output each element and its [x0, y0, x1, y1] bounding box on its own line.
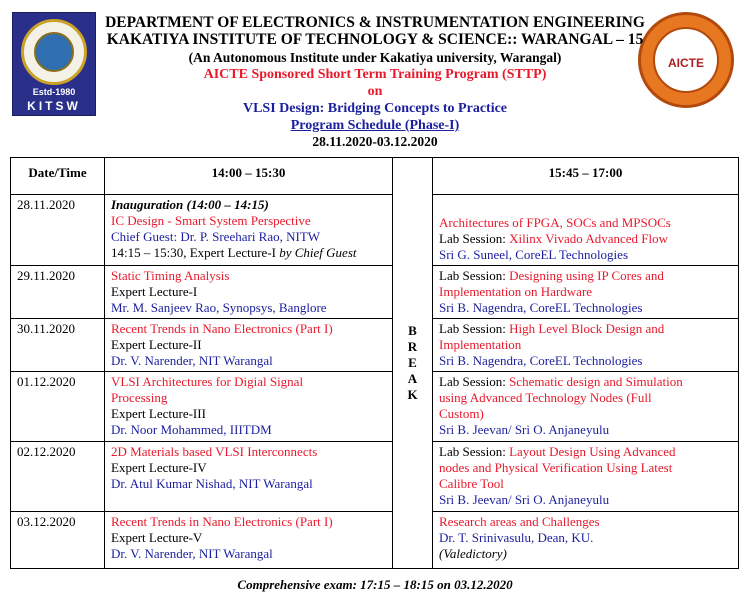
lab-topic: Layout Design Using Advanced — [509, 444, 676, 459]
header-session2: 15:45 – 17:00 — [433, 158, 739, 195]
row-date: 28.11.2020 — [11, 195, 105, 266]
time-line-text: 14:15 – 15:30, Expert Lecture-I — [111, 245, 280, 260]
lab-topic: Schematic design and Simulation — [509, 374, 683, 389]
kitsw-estd: Estd-1980 — [32, 87, 76, 97]
break-column — [393, 158, 433, 569]
table-header-row — [11, 158, 739, 195]
session-time-line — [111, 245, 386, 261]
comprehensive-exam-note: Comprehensive exam: 17:15 – 18:15 on 03.12.2020 — [237, 577, 513, 592]
session-topic: 2D Materials based VLSI Interconnects — [111, 444, 318, 459]
lab-topic-cont: nodes and Physical Verification Using Latest — [439, 460, 673, 475]
row-date: 29.11.2020 — [11, 266, 105, 319]
session-topic-cont: Processing — [111, 390, 168, 405]
aicte-logo — [638, 12, 734, 108]
time-line-italic: by Chief Guest — [279, 245, 357, 260]
lab-topic-cont: using Advanced Technology Nodes (Full — [439, 390, 652, 405]
table-row — [11, 195, 739, 266]
session-topic: VLSI Architectures for Digial Signal — [111, 374, 304, 389]
schedule-table — [10, 157, 739, 569]
session1-cell — [105, 512, 393, 569]
table-row — [11, 319, 739, 372]
lab-label: Lab Session: — [439, 374, 510, 389]
lab-label: Lab Session: — [439, 268, 510, 283]
break-letter: E — [408, 355, 417, 370]
header-session1: 14:00 – 15:30 — [105, 158, 393, 195]
session-speaker: Dr. Noor Mohammed, IIITDM — [111, 422, 272, 437]
lab-session-line — [439, 268, 732, 284]
lab-session-line — [439, 444, 732, 460]
table-row — [11, 442, 739, 512]
lab-topic: Xilinx Vivado Advanced Flow — [509, 231, 669, 246]
inauguration-label: Inauguration (14:00 – 14:15) — [111, 197, 269, 212]
lab-session-line — [439, 374, 732, 390]
row-date: 02.12.2020 — [11, 442, 105, 512]
session1-cell — [105, 195, 393, 266]
session-speaker: Dr. Atul Kumar Nishad, NIT Warangal — [111, 476, 313, 491]
session2-cell — [433, 512, 739, 569]
session-topic: Architectures of FPGA, SOCs and MPSOCs — [439, 215, 671, 230]
lecture-label: Expert Lecture-V — [111, 530, 203, 545]
lab-topic-cont: Implementation on Hardware — [439, 284, 593, 299]
session-topic: Research areas and Challenges — [439, 514, 600, 529]
program-topic: VLSI Design: Bridging Concepts to Practice — [242, 101, 508, 116]
session-speaker: Sri G. Suneel, CoreEL Technologies — [439, 247, 629, 262]
lab-session-line — [439, 231, 732, 247]
table-row — [11, 266, 739, 319]
program-title: AICTE Sponsored Short Term Training Program (STTP) — [203, 67, 547, 82]
lab-topic-cont: Calibre Tool — [439, 476, 504, 491]
lab-topic-cont: Custom) — [439, 406, 484, 421]
chief-guest-line — [111, 229, 386, 245]
session-speaker: Dr. V. Narender, NIT Warangal — [111, 353, 273, 368]
break-letter: A — [407, 371, 418, 386]
session-speaker: Sri B. Nagendra, CoreEL Technologies — [439, 300, 643, 315]
lab-topic-cont: Implementation — [439, 337, 522, 352]
session1-cell — [105, 442, 393, 512]
row-date: 03.12.2020 — [11, 512, 105, 569]
chief-guest-label: Chief Guest: — [111, 229, 181, 244]
session-topic: Recent Trends in Nano Electronics (Part I) — [111, 321, 333, 336]
lab-session-line — [439, 321, 732, 337]
break-letter: K — [407, 387, 418, 402]
department-title: DEPARTMENT OF ELECTRONICS & INSTRUMENTATION ENGINEERING — [105, 14, 645, 31]
row-date: 01.12.2020 — [11, 372, 105, 442]
kitsw-seal-icon — [21, 19, 87, 85]
session-speaker: Dr. T. Srinivasulu, Dean, KU. — [439, 530, 594, 545]
session-speaker: Dr. V. Narender, NIT Warangal — [111, 546, 273, 561]
table-row — [11, 372, 739, 442]
kitsw-name: KITSW — [27, 99, 81, 113]
program-on: on — [367, 84, 383, 99]
aicte-word: AICTE — [668, 56, 704, 70]
lecture-label: Expert Lecture-III — [111, 406, 206, 421]
session2-cell — [433, 266, 739, 319]
break-letter: R — [407, 339, 418, 354]
lab-topic: High Level Block Design and — [509, 321, 665, 336]
row-date: 30.11.2020 — [11, 319, 105, 372]
session2-cell — [433, 442, 739, 512]
session2-cell — [433, 195, 739, 266]
session-speaker: Sri B. Jeevan/ Sri O. Anjaneyulu — [439, 422, 610, 437]
session-speaker: Sri B. Jeevan/ Sri O. Anjaneyulu — [439, 492, 610, 507]
session2-cell — [433, 372, 739, 442]
aicte-gear-icon — [653, 27, 719, 93]
lecture-label: Expert Lecture-I — [111, 284, 198, 299]
session1-cell — [105, 372, 393, 442]
session-speaker: Mr. M. Sanjeev Rao, Synopsys, Banglore — [111, 300, 327, 315]
lab-label: Lab Session: — [439, 321, 510, 336]
institute-subtitle: (An Autonomous Institute under Kakatiya university, Warangal) — [188, 50, 562, 65]
session2-cell — [433, 319, 739, 372]
session-topic: IC Design - Smart System Perspective — [111, 213, 311, 228]
chief-guest-name: Dr. P. Sreehari Rao, NITW — [180, 229, 321, 244]
break-letter: B — [408, 323, 417, 338]
session-topic: Recent Trends in Nano Electronics (Part I) — [111, 514, 333, 529]
table-row — [11, 512, 739, 569]
lab-label: Lab Session: — [439, 444, 510, 459]
kitsw-logo — [12, 12, 96, 116]
session-topic: Static Timing Analysis — [111, 268, 230, 283]
session-speaker: Sri B. Nagendra, CoreEL Technologies — [439, 353, 643, 368]
session1-cell — [105, 266, 393, 319]
valedictory-note: (Valedictory) — [439, 546, 507, 561]
lab-topic: Designing using IP Cores and — [509, 268, 664, 283]
schedule-heading: Program Schedule (Phase-I) — [290, 118, 460, 133]
lab-label: Lab Session: — [439, 231, 510, 246]
session1-cell — [105, 319, 393, 372]
lecture-label: Expert Lecture-IV — [111, 460, 207, 475]
institute-title: KAKATIYA INSTITUTE OF TECHNOLOGY & SCIENCE:: WARANGAL – 15 — [106, 31, 644, 48]
program-dates: 28.11.2020-03.12.2020 — [312, 134, 438, 149]
header-date: Date/Time — [11, 158, 105, 195]
lecture-label: Expert Lecture-II — [111, 337, 202, 352]
